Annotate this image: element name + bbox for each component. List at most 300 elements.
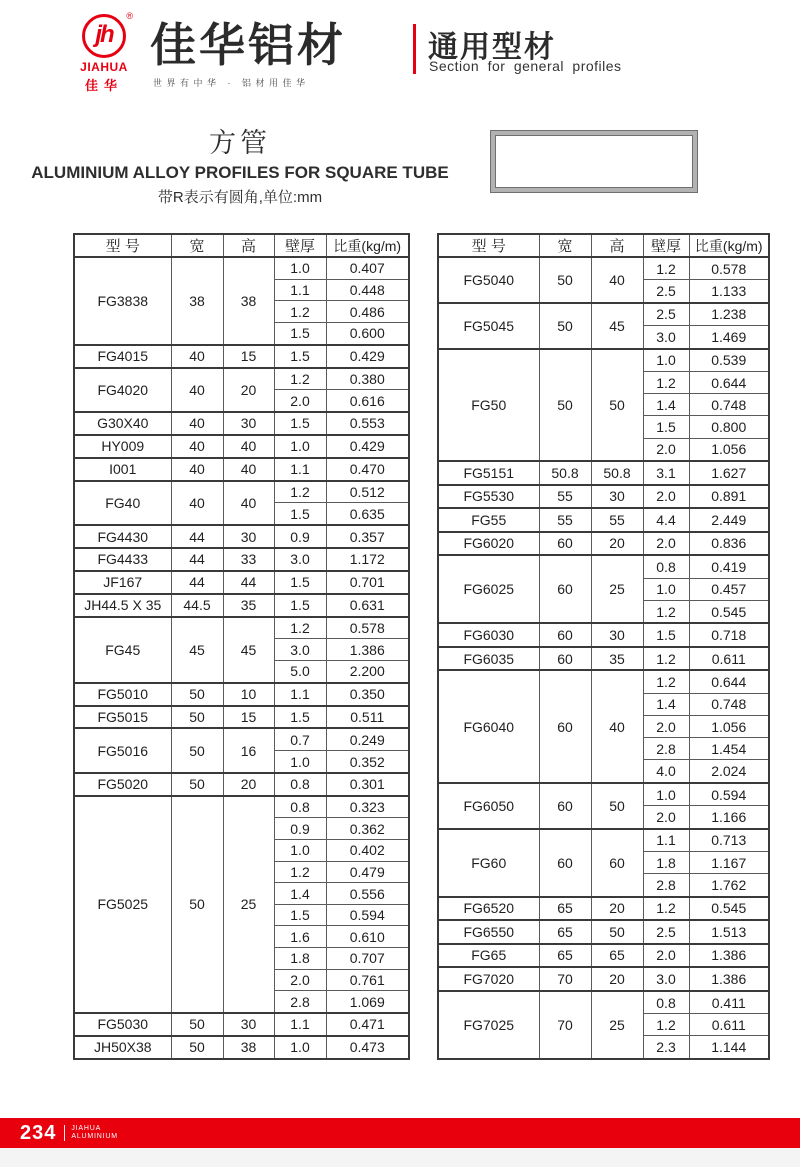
cell-height: 40 [591, 257, 643, 303]
cell-width: 60 [539, 829, 591, 897]
cell-thickness: 0.8 [643, 555, 689, 578]
cell-width: 65 [539, 897, 591, 921]
cell-thickness: 1.8 [274, 948, 326, 970]
cell-model: FG4020 [74, 368, 171, 412]
cell-thickness: 2.3 [643, 1036, 689, 1059]
table-row [74, 458, 409, 481]
cell-model: FG7020 [438, 967, 539, 991]
cell-weight: 0.470 [326, 458, 409, 481]
cell-height: 30 [591, 485, 643, 509]
cell-height: 20 [223, 773, 274, 796]
cell-weight: 0.748 [689, 693, 769, 715]
cell-thickness: 1.2 [643, 647, 689, 671]
cell-width: 60 [539, 647, 591, 671]
cell-thickness: 1.1 [274, 683, 326, 706]
cell-model: FG5010 [74, 683, 171, 706]
cell-weight: 0.701 [326, 571, 409, 594]
cell-thickness: 3.0 [274, 548, 326, 571]
logo-name-cn: 佳华 [84, 78, 123, 93]
logo-monogram: jh [95, 21, 113, 48]
cell-weight: 0.553 [326, 412, 409, 435]
jiahua-logo-icon [82, 11, 133, 58]
cell-width: 40 [171, 458, 223, 481]
footer-divider [64, 1125, 65, 1141]
cell-weight: 0.402 [326, 840, 409, 862]
cell-weight: 0.891 [689, 485, 769, 509]
footer-brand-line2: ALUMINIUM [71, 1133, 118, 1140]
square-tube-diagram [490, 130, 698, 193]
cell-height: 20 [591, 967, 643, 991]
cell-thickness: 1.5 [274, 904, 326, 926]
cell-thickness: 2.0 [643, 485, 689, 509]
cell-thickness: 3.0 [643, 326, 689, 349]
cell-thickness: 2.8 [274, 991, 326, 1013]
cell-width: 44.5 [171, 594, 223, 617]
cell-model: FG5015 [74, 706, 171, 729]
cell-weight: 0.600 [326, 322, 409, 344]
square-tube-diagram-inner [495, 135, 693, 188]
cell-thickness: 2.5 [643, 280, 689, 303]
cell-width: 50 [171, 1036, 223, 1059]
spec-table-left [73, 233, 410, 1060]
cell-model: FG6050 [438, 783, 539, 829]
cell-height: 38 [223, 1036, 274, 1059]
cell-height: 33 [223, 548, 274, 571]
cell-thickness: 2.0 [274, 390, 326, 412]
cell-model: JH50X38 [74, 1036, 171, 1059]
section-title-cn: 通用型材 [428, 31, 556, 64]
col-header-weight: 比重(kg/m) [326, 234, 409, 257]
table-row [438, 349, 769, 372]
cell-weight: 1.454 [689, 738, 769, 760]
cell-thickness: 1.0 [274, 1036, 326, 1059]
cell-width: 40 [171, 412, 223, 435]
footer-brand [71, 1125, 117, 1141]
cell-width: 40 [171, 481, 223, 525]
cell-thickness: 2.0 [643, 944, 689, 968]
col-header-height: 高 [591, 234, 643, 257]
cell-width: 50 [171, 773, 223, 796]
cell-thickness: 1.1 [274, 1013, 326, 1036]
cell-height: 35 [223, 594, 274, 617]
cell-height: 16 [223, 728, 274, 772]
col-header-width: 宽 [539, 234, 591, 257]
cell-thickness: 2.5 [643, 920, 689, 944]
cell-height: 65 [591, 944, 643, 968]
cell-weight: 0.748 [689, 394, 769, 416]
cell-width: 40 [171, 345, 223, 368]
cell-width: 45 [171, 617, 223, 683]
cell-model: FG6520 [438, 897, 539, 921]
cell-weight: 0.539 [689, 349, 769, 372]
cell-thickness: 1.0 [274, 840, 326, 862]
cell-weight: 0.249 [326, 728, 409, 750]
cell-thickness: 2.0 [643, 715, 689, 737]
col-header-thickness: 壁厚 [274, 234, 326, 257]
cell-thickness: 0.7 [274, 728, 326, 750]
table-row [74, 257, 409, 279]
cell-weight: 0.713 [689, 829, 769, 852]
cell-thickness: 1.5 [274, 594, 326, 617]
cell-weight: 1.133 [689, 280, 769, 303]
table-row [74, 1036, 409, 1059]
cell-model: FG3838 [74, 257, 171, 345]
cell-model: FG4433 [74, 548, 171, 571]
cell-model: FG5020 [74, 773, 171, 796]
cell-weight: 0.616 [326, 390, 409, 412]
cell-height: 55 [591, 508, 643, 532]
cell-weight: 0.631 [326, 594, 409, 617]
table-row [438, 920, 769, 944]
cell-model: G30X40 [74, 412, 171, 435]
cell-model: FG40 [74, 481, 171, 525]
cell-weight: 0.611 [689, 647, 769, 671]
cell-model: FG6040 [438, 670, 539, 782]
cell-weight: 1.069 [326, 991, 409, 1013]
cell-thickness: 1.6 [274, 926, 326, 948]
cell-thickness: 1.8 [643, 852, 689, 874]
cell-weight: 0.362 [326, 818, 409, 840]
cell-weight: 1.386 [689, 944, 769, 968]
page-title-block [0, 126, 480, 210]
cell-weight: 0.545 [689, 897, 769, 921]
cell-thickness: 2.8 [643, 874, 689, 897]
cell-weight: 0.352 [326, 751, 409, 773]
cell-width: 55 [539, 508, 591, 532]
cell-thickness: 3.0 [274, 639, 326, 661]
cell-thickness: 1.0 [643, 349, 689, 372]
cell-weight: 0.635 [326, 503, 409, 525]
cell-thickness: 0.8 [274, 773, 326, 796]
cell-weight: 0.323 [326, 796, 409, 818]
page-title-en: ALUMINIUM ALLOY PROFILES FOR SQUARE TUBE [31, 163, 449, 182]
cell-thickness: 1.4 [274, 883, 326, 905]
cell-height: 40 [223, 435, 274, 458]
table-row [74, 728, 409, 750]
cell-model: FG6035 [438, 647, 539, 671]
cell-weight: 0.545 [689, 600, 769, 623]
cell-weight: 0.411 [689, 991, 769, 1014]
cell-width: 44 [171, 525, 223, 548]
cell-height: 20 [591, 897, 643, 921]
footer-bar [0, 1118, 800, 1148]
cell-thickness: 1.5 [274, 503, 326, 525]
cell-thickness: 1.0 [643, 578, 689, 600]
cell-thickness: 4.0 [643, 760, 689, 783]
cell-thickness: 0.9 [274, 525, 326, 548]
table-row [438, 532, 769, 556]
cell-width: 50 [171, 1013, 223, 1036]
cell-thickness: 4.4 [643, 508, 689, 532]
cell-weight: 1.513 [689, 920, 769, 944]
cell-weight: 0.578 [689, 257, 769, 280]
cell-width: 55 [539, 485, 591, 509]
cell-weight: 0.556 [326, 883, 409, 905]
cell-model: FG5025 [74, 796, 171, 1013]
cell-width: 50 [539, 257, 591, 303]
cell-weight: 0.473 [326, 1036, 409, 1059]
cell-width: 50 [171, 728, 223, 772]
cell-height: 20 [223, 368, 274, 412]
cell-weight: 0.610 [326, 926, 409, 948]
company-logo [58, 11, 150, 94]
col-header-weight: 比重(kg/m) [689, 234, 769, 257]
table-row [74, 683, 409, 706]
cell-thickness: 1.0 [643, 783, 689, 806]
cell-weight: 0.350 [326, 683, 409, 706]
cell-thickness: 1.1 [274, 279, 326, 301]
cell-width: 70 [539, 967, 591, 991]
cell-height: 15 [223, 706, 274, 729]
cell-model: FG5040 [438, 257, 539, 303]
registered-mark: ® [126, 11, 133, 21]
cell-model: FG6550 [438, 920, 539, 944]
cell-model: FG4015 [74, 345, 171, 368]
table-row [438, 461, 769, 485]
cell-width: 60 [539, 783, 591, 829]
cell-thickness: 2.5 [643, 303, 689, 326]
cell-weight: 0.511 [326, 706, 409, 729]
table-row [74, 617, 409, 639]
brand-title: 佳华铝材 [150, 19, 346, 71]
table-row [438, 670, 769, 693]
cell-thickness: 1.2 [643, 600, 689, 623]
cell-height: 50 [591, 920, 643, 944]
cell-height: 40 [223, 481, 274, 525]
cell-thickness: 1.5 [274, 412, 326, 435]
cell-weight: 2.449 [689, 508, 769, 532]
cell-height: 50.8 [591, 461, 643, 485]
page-title: 方管 [209, 128, 271, 158]
col-header-width: 宽 [171, 234, 223, 257]
cell-width: 60 [539, 670, 591, 782]
cell-weight: 0.707 [326, 948, 409, 970]
cell-model: JF167 [74, 571, 171, 594]
cell-height: 38 [223, 257, 274, 345]
cell-height: 30 [223, 525, 274, 548]
cell-thickness: 1.1 [274, 458, 326, 481]
cell-width: 44 [171, 548, 223, 571]
table-row [74, 706, 409, 729]
table-row [74, 435, 409, 458]
cell-thickness: 1.2 [274, 301, 326, 323]
table-row [74, 368, 409, 390]
cell-weight: 1.386 [326, 639, 409, 661]
cell-width: 60 [539, 532, 591, 556]
cell-width: 50.8 [539, 461, 591, 485]
cell-width: 60 [539, 623, 591, 647]
cell-thickness: 0.9 [274, 818, 326, 840]
footer-strip [0, 1148, 800, 1167]
cell-weight: 0.448 [326, 279, 409, 301]
cell-width: 60 [539, 555, 591, 623]
cell-thickness: 1.2 [274, 861, 326, 883]
table-row [74, 525, 409, 548]
cell-width: 50 [171, 796, 223, 1013]
footer-brand-line1: JIAHUA [71, 1125, 102, 1132]
col-header-thickness: 壁厚 [643, 234, 689, 257]
cell-model: FG65 [438, 944, 539, 968]
cell-height: 25 [591, 555, 643, 623]
cell-width: 65 [539, 944, 591, 968]
cell-height: 10 [223, 683, 274, 706]
cell-model: I001 [74, 458, 171, 481]
table-row [74, 345, 409, 368]
cell-thickness: 1.5 [643, 416, 689, 438]
cell-thickness: 1.2 [274, 368, 326, 390]
cell-model: FG45 [74, 617, 171, 683]
table-row [74, 796, 409, 818]
cell-thickness: 2.0 [274, 969, 326, 991]
cell-weight: 0.357 [326, 525, 409, 548]
table-row [74, 481, 409, 503]
cell-thickness: 1.5 [274, 322, 326, 344]
table-row [74, 773, 409, 796]
table-row [74, 594, 409, 617]
cell-model: FG50 [438, 349, 539, 461]
cell-thickness: 2.0 [643, 438, 689, 461]
cell-weight: 1.144 [689, 1036, 769, 1059]
cell-height: 25 [591, 991, 643, 1059]
cell-thickness: 5.0 [274, 660, 326, 682]
cell-weight: 0.644 [689, 371, 769, 393]
cell-weight: 0.761 [326, 969, 409, 991]
cell-height: 15 [223, 345, 274, 368]
cell-weight: 0.611 [689, 1014, 769, 1036]
cell-thickness: 1.0 [274, 257, 326, 279]
cell-model: FG55 [438, 508, 539, 532]
cell-height: 40 [591, 670, 643, 782]
cell-model: FG5030 [74, 1013, 171, 1036]
cell-weight: 0.429 [326, 435, 409, 458]
cell-weight: 0.594 [689, 783, 769, 806]
cell-thickness: 1.4 [643, 693, 689, 715]
cell-thickness: 1.2 [643, 897, 689, 921]
brand-slogan: 世界有中华 · 铝材用佳华 [153, 78, 310, 88]
cell-height: 45 [591, 303, 643, 349]
cell-thickness: 1.5 [643, 623, 689, 647]
cell-model: FG5530 [438, 485, 539, 509]
cell-thickness: 2.8 [643, 738, 689, 760]
cell-thickness: 1.2 [274, 617, 326, 639]
cell-thickness: 3.0 [643, 967, 689, 991]
cell-weight: 0.407 [326, 257, 409, 279]
cell-weight: 0.419 [689, 555, 769, 578]
cell-weight: 1.056 [689, 438, 769, 461]
cell-thickness: 0.8 [274, 796, 326, 818]
cell-height: 30 [223, 1013, 274, 1036]
table-row [438, 783, 769, 806]
cell-weight: 0.301 [326, 773, 409, 796]
cell-height: 20 [591, 532, 643, 556]
logo-name-en: JIAHUA [80, 60, 128, 74]
table-header-row [438, 234, 769, 257]
cell-width: 40 [171, 368, 223, 412]
cell-weight: 2.200 [326, 660, 409, 682]
cell-weight: 0.429 [326, 345, 409, 368]
cell-width: 50 [539, 303, 591, 349]
cell-model: FG4430 [74, 525, 171, 548]
cell-height: 45 [223, 617, 274, 683]
cell-thickness: 1.2 [643, 257, 689, 280]
cell-model: FG7025 [438, 991, 539, 1059]
cell-height: 50 [591, 783, 643, 829]
cell-weight: 1.172 [326, 548, 409, 571]
cell-weight: 0.644 [689, 670, 769, 693]
cell-model: HY009 [74, 435, 171, 458]
table-row [438, 623, 769, 647]
table-row [438, 508, 769, 532]
table-row [438, 647, 769, 671]
table-row [438, 303, 769, 326]
table-row [74, 571, 409, 594]
cell-thickness: 1.0 [274, 751, 326, 773]
page-number: 234 [20, 1121, 57, 1144]
cell-model: FG5151 [438, 461, 539, 485]
cell-weight: 1.056 [689, 715, 769, 737]
cell-weight: 2.024 [689, 760, 769, 783]
cell-height: 60 [591, 829, 643, 897]
cell-weight: 0.457 [689, 578, 769, 600]
cell-height: 35 [591, 647, 643, 671]
table-row [74, 1013, 409, 1036]
cell-width: 50 [171, 706, 223, 729]
cell-weight: 0.718 [689, 623, 769, 647]
cell-thickness: 1.5 [274, 345, 326, 368]
cell-thickness: 3.1 [643, 461, 689, 485]
cell-thickness: 2.0 [643, 806, 689, 829]
cell-weight: 0.512 [326, 481, 409, 503]
cell-thickness: 1.2 [643, 670, 689, 693]
header-divider [413, 24, 416, 74]
cell-width: 44 [171, 571, 223, 594]
cell-weight: 0.800 [689, 416, 769, 438]
section-title-en: Section for general profiles [429, 58, 622, 74]
cell-thickness: 0.8 [643, 991, 689, 1014]
cell-weight: 0.594 [326, 904, 409, 926]
cell-thickness: 1.0 [274, 435, 326, 458]
cell-model: FG6030 [438, 623, 539, 647]
cell-weight: 0.380 [326, 368, 409, 390]
cell-width: 50 [171, 683, 223, 706]
cell-width: 65 [539, 920, 591, 944]
table-row [438, 829, 769, 852]
cell-thickness: 1.4 [643, 394, 689, 416]
cell-width: 40 [171, 435, 223, 458]
cell-weight: 1.167 [689, 852, 769, 874]
cell-width: 70 [539, 991, 591, 1059]
cell-weight: 0.486 [326, 301, 409, 323]
cell-height: 30 [591, 623, 643, 647]
cell-weight: 1.469 [689, 326, 769, 349]
cell-thickness: 1.5 [274, 706, 326, 729]
cell-model: FG6020 [438, 532, 539, 556]
cell-model: FG5016 [74, 728, 171, 772]
table-row [74, 548, 409, 571]
cell-height: 25 [223, 796, 274, 1013]
spec-table-right [437, 233, 770, 1060]
cell-weight: 0.471 [326, 1013, 409, 1036]
cell-width: 50 [539, 349, 591, 461]
cell-thickness: 1.2 [274, 481, 326, 503]
cell-thickness: 1.2 [643, 1014, 689, 1036]
cell-thickness: 2.0 [643, 532, 689, 556]
page-title-note: 带R表示有圆角,单位:mm [157, 189, 323, 206]
cell-weight: 1.386 [689, 967, 769, 991]
col-header-model: 型 号 [74, 234, 171, 257]
col-header-model: 型 号 [438, 234, 539, 257]
table-row [438, 555, 769, 578]
